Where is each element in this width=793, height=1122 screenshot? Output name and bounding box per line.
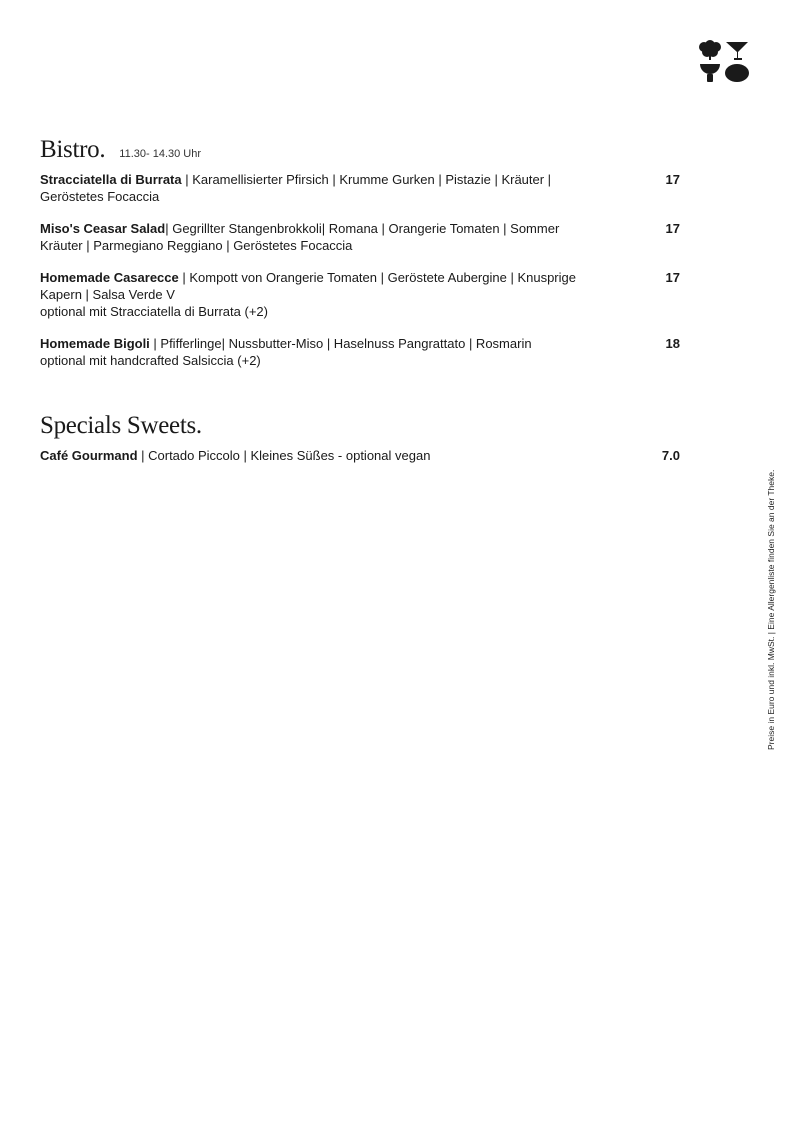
item-name: Stracciatella di Burrata [40,172,182,187]
brand-logo-icon [698,40,750,84]
item-description: | Kompott von Orangerie Tomaten | Geröstete Aubergine | Knusprige Kapern | Salsa Verde V [40,270,576,302]
item-option: optional mit Stracciatella di Burrata (+2) [40,304,268,319]
item-description: | Pfifferlinge| Nussbutter-Miso | Haselnuss Pangrattato | Rosmarin [149,336,532,351]
bistro-header [40,136,682,164]
item-name: Miso's Ceasar Salad [40,221,166,236]
bistro-time: 11.30- 14.30 Uhr [119,148,202,160]
bistro-section [40,136,682,369]
item-price: 17 [665,221,680,236]
item-name: Café Gourmand [40,448,138,463]
menu-item [40,335,682,369]
side-note: Preise in Euro und inkl. MwSt. | Eine Allergenliste finden Sie an der Theke. [766,469,776,750]
sweets-header [40,412,682,440]
item-price: 17 [665,172,680,187]
item-description: | Gegrillter Stangenbrokkoli| Romana | Orangerie Tomaten | Sommer Kräuter | Parmegiano Reggiano | Geröstetes Focaccia [40,221,560,253]
item-description: | Karamellisierter Pfirsich | Krumme Gurken | Pistazie | Kräuter | Geröstetes Focaccia [40,172,552,204]
item-price: 18 [665,336,680,351]
menu-item [40,447,682,464]
item-price: 7.0 [661,448,680,463]
item-name: Homemade Bigoli [40,336,150,351]
menu-item [40,220,682,254]
sweets-section [40,412,682,464]
item-description: | Cortado Piccolo | Kleines Süßes - optional vegan [137,448,431,463]
item-option: optional mit handcrafted Salsiccia (+2) [40,353,261,368]
menu-item [40,171,682,205]
sweets-title: Specials Sweets. [40,412,202,439]
item-price: 17 [665,270,680,285]
menu-item [40,269,682,320]
item-name: Homemade Casarecce [40,270,179,285]
bistro-title: Bistro. [40,136,106,163]
